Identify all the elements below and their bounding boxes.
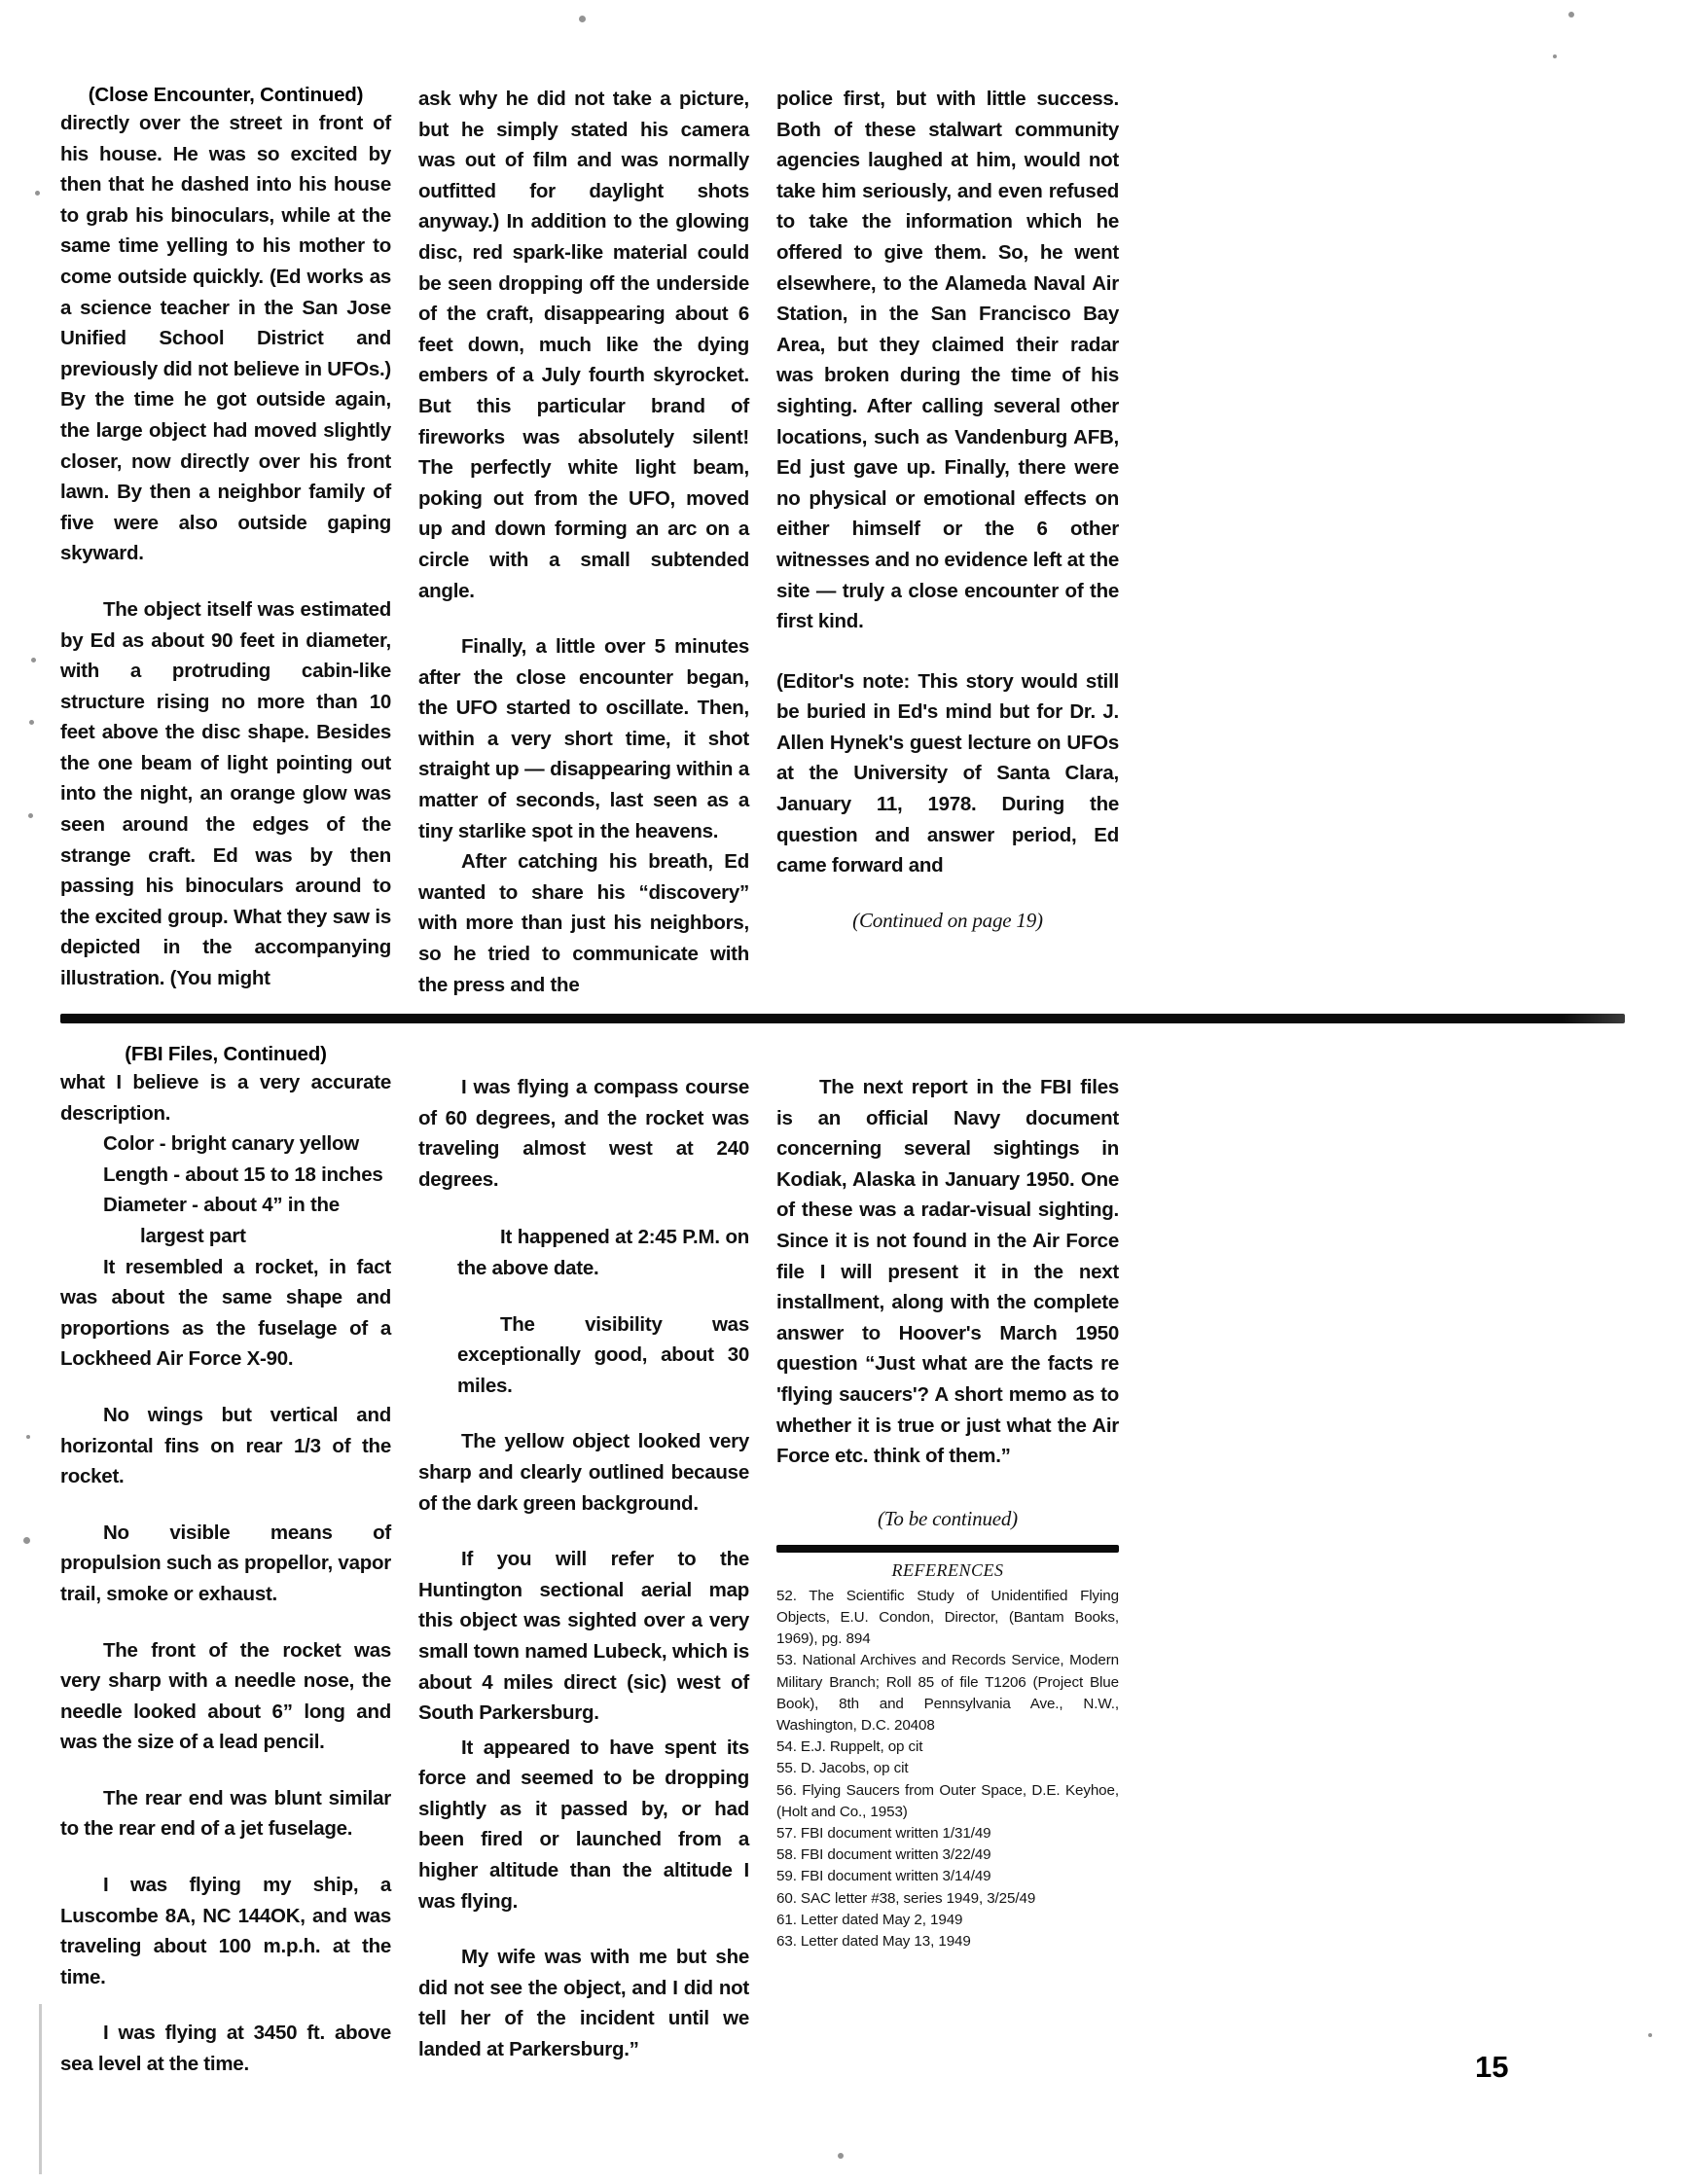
reference-item: 61. Letter dated May 2, 1949: [776, 1911, 963, 1928]
page-number: 15: [1475, 2050, 1509, 2084]
paragraph: The front of the rocket was very sharp with a needle nose, the needle looked about 6” long and was the size of a lead pencil.: [60, 1638, 391, 1754]
reference-item: 59. FBI document written 3/14/49: [776, 1868, 991, 1885]
reference-item: 63. Letter dated May 13, 1949: [776, 1932, 971, 1950]
paragraph: police first, but with little success. Both of these stalwart community agencies laughed at him, would not take him seriously, and even refused to take the information which he offered to give them. So, he went elsewhere, to the Alameda Naval Air Station, in the San Francisco Bay Area, but they claimed their radar was broken during the time of his sighting. After calling several other locations, such as Vandenburg AFB, Ed just gave up. Finally, there were no physical or emotional effects on either himself or the 6 other witnesses and no evidence left at the site — truly a close encounter of the first kind.: [776, 88, 1119, 633]
paragraph: directly over the street in front of his house. He was so excited by then that he dashed into his house to grab his binoculars, while at the same time yelling to his mother to come outside quickly. (Ed works as a science teacher in the San Jose Unified School District and previously did not believe in UFOs.) By the time he got outside again, the large object had moved slightly closer, now directly over his front lawn. By then a neighbor family of five were also outside gaping skyward.: [60, 112, 391, 565]
reference-item: 54. E.J. Ruppelt, op cit: [776, 1738, 923, 1756]
spec-item-diameter: Diameter - about 4” in the largest part: [103, 1194, 340, 1247]
paragraph: If you will refer to the Huntington sectional aerial map this object was sighted over a very small town named Lubeck, which is about 4 miles direct (sic) west of South Parkersburg.: [418, 1548, 749, 1725]
scan-speck: [1553, 54, 1557, 58]
scan-edge-mark: [39, 2004, 42, 2174]
fbi-files-column-3: [776, 1043, 1119, 2080]
paragraph: I was flying my ship, a Luscombe 8A, NC 144OK, and was traveling about 100 m.p.h. at the time.: [60, 1874, 391, 1988]
paragraph: I was flying at 3450 ft. above sea level at the time.: [60, 2022, 391, 2076]
editors-note: (Editor's note: This story would still be buried in Ed's mind but for Dr. J. Allen Hynek's guest lecture on UFOs at the University of Santa Clara, January 11, 1978. During the question and answer period, Ed came forward and: [776, 669, 1119, 877]
references-divider-rule: [776, 1545, 1119, 1553]
paragraph: The object itself was estimated by Ed as about 90 feet in diameter, with a protruding cabin-like structure rising no more than 10 feet above the disc shape. Besides the one beam of light pointing out into the night, an orange glow was seen around the edges of the strange craft. Ed was by then passing his binoculars around to the excited group. What they saw is depicted in the accompanying illustration. (You might: [60, 597, 391, 990]
article-divider-rule: [60, 1014, 1625, 1023]
paragraph: Finally, a little over 5 minutes after the close encounter began, the UFO started to oscillate. Then, within a very short time, it shot straight up — disappearing within a matter of seconds, last seen as a tiny starlike spot in the heavens.: [418, 635, 749, 842]
paragraph: The yellow object looked very sharp and clearly outlined because of the dark green background.: [418, 1430, 749, 1515]
scan-speck: [31, 658, 36, 662]
scan-speck: [29, 720, 34, 725]
reference-item: 57. FBI document written 1/31/49: [776, 1824, 991, 1842]
scan-speck: [1568, 12, 1574, 18]
scan-speck: [35, 191, 40, 196]
reference-item: 58. FBI document written 3/22/49: [776, 1846, 991, 1864]
paragraph: The visibility was exceptionally good, about 30 miles.: [457, 1312, 749, 1397]
reference-item: 55. D. Jacobs, op cit: [776, 1760, 909, 1777]
fbi-files-heading: (FBI Files, Continued): [125, 1043, 327, 1065]
references-list: [776, 1586, 1119, 1952]
paragraph: No wings but vertical and horizontal fins on rear 1/3 of the rocket.: [60, 1403, 391, 1488]
scan-speck: [28, 813, 33, 818]
scan-speck: [1648, 2033, 1652, 2037]
scan-speck: [26, 1435, 30, 1439]
paragraph: My wife was with me but she did not see the object, and I did not tell her of the incident until we landed at Parkersburg.”: [418, 1946, 749, 2061]
paragraph: It resembled a rocket, in fact was about the same shape and proportions as the fuselage of a Lockheed Air Force X-90.: [60, 1255, 391, 1371]
to-be-continued-note: (To be continued): [878, 1506, 1018, 1530]
references-rule-wrapper: [776, 1531, 1119, 1560]
fbi-files-section: [60, 1043, 1632, 2080]
reference-item: 56. Flying Saucers from Outer Space, D.E. Keyhoe, (Holt and Co., 1953): [776, 1781, 1119, 1820]
reference-item: 53. National Archives and Records Service, Modern Military Branch; Roll 85 of file T1206 (Project Blue Book), 8th and Pennsylvania Ave., N.W., Washington, D.C. 20408: [776, 1652, 1119, 1734]
paragraph: I was flying a compass course of 60 degrees, and the rocket was traveling almost west at 240 degrees.: [418, 1076, 749, 1191]
close-encounter-column-2: [418, 84, 749, 1000]
paragraph: It appeared to have spent its force and seemed to be dropping slightly as it passed by, or had been fired or launched from a higher altitude than the altitude I was flying.: [418, 1736, 749, 1913]
paragraph: After catching his breath, Ed wanted to share his “discovery” with more than just his neighbors, so he tried to communicate with the press and the: [418, 850, 749, 996]
close-encounter-section: [60, 84, 1632, 1000]
close-encounter-column-3: [776, 84, 1119, 1000]
scan-speck: [838, 2153, 844, 2159]
close-encounter-heading: (Close Encounter, Continued): [88, 84, 364, 106]
continued-on-page-note: (Continued on page 19): [852, 908, 1043, 932]
rocket-specification-list: [60, 1128, 391, 1251]
reference-item: 52. The Scientific Study of Unidentified Flying Objects, E.U. Condon, Director, (Bantam Books, 1969), pg. 894: [776, 1587, 1119, 1648]
paragraph: It happened at 2:45 P.M. on the above date.: [457, 1226, 749, 1279]
scan-speck: [579, 16, 586, 22]
references-title: REFERENCES: [891, 1559, 1004, 1580]
paragraph: ask why he did not take a picture, but he simply stated his camera was out of film and was normally outfitted for daylight shots anyway.) In addition to the glowing disc, red spark-like material could be seen dropping off the underside of the craft, disappearing about 6 feet down, much like the dying embers of a July fourth skyrocket. But this particular brand of fireworks was absolutely silent! The perfectly white light beam, poking out from the UFO, moved up and down forming an arc on a circle with a small subtended angle.: [418, 88, 749, 602]
reference-item: 60. SAC letter #38, series 1949, 3/25/49: [776, 1889, 1036, 1907]
paragraph: what I believe is a very accurate description.: [60, 1071, 391, 1125]
paragraph: The rear end was blunt similar to the rear end of a jet fuselage.: [60, 1786, 391, 1841]
fbi-files-column-2: [418, 1043, 749, 2080]
spec-item-length: Length - about 15 to 18 inches: [103, 1163, 383, 1186]
scan-speck: [23, 1537, 30, 1544]
fbi-files-column-1: [60, 1043, 391, 2080]
paragraph: No visible means of propulsion such as propellor, vapor trail, smoke or exhaust.: [60, 1521, 391, 1605]
paragraph: The next report in the FBI files is an official Navy document concerning several sightings in Kodiak, Alaska in January 1950. One of these was a radar-visual sighting. Since it is not found in the Air Force file I will present it in the next installment, along with the complete answer to Hoover's March 1950 question “Just what are the facts re 'flying saucers'? A short memo as to whether it is true or just what the Air Force etc. think of them.”: [776, 1076, 1119, 1468]
close-encounter-column-1: [60, 84, 391, 1000]
spec-item-color: Color - bright canary yellow: [103, 1132, 359, 1156]
